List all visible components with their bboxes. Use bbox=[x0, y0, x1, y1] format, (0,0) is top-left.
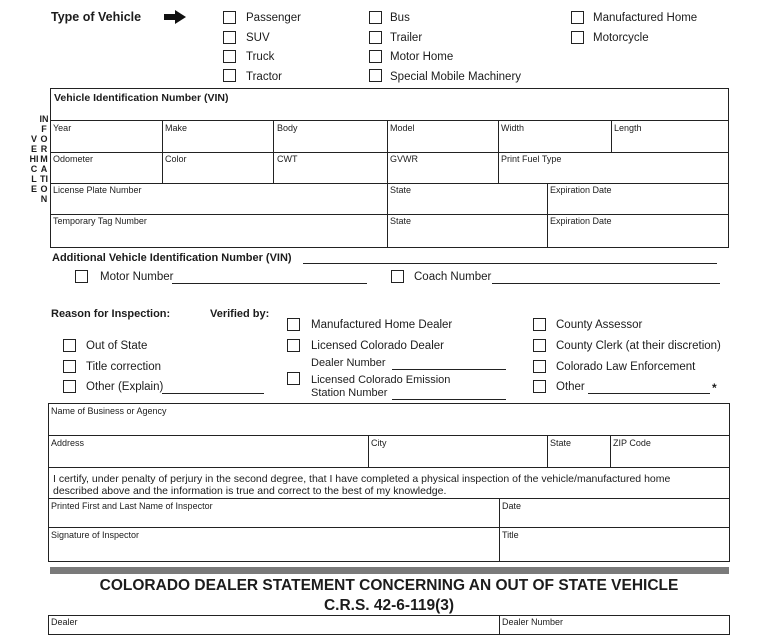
field-state[interactable]: State bbox=[550, 438, 572, 448]
checkbox-bus[interactable] bbox=[369, 11, 382, 24]
additional-vin-line[interactable] bbox=[303, 263, 717, 264]
option-passenger: Passenger bbox=[246, 12, 301, 24]
reason-label: Reason for Inspection: bbox=[51, 308, 171, 320]
reason-out-of-state: Out of State bbox=[86, 340, 148, 352]
station-number-label: Station Number bbox=[311, 387, 388, 399]
verifier-emission-station: Licensed Colorado Emission bbox=[311, 374, 451, 386]
field-model[interactable]: Model bbox=[390, 123, 415, 133]
field-zip[interactable]: ZIP Code bbox=[613, 438, 651, 448]
checkbox-trailer[interactable] bbox=[369, 31, 382, 44]
field-dealer-number[interactable]: Dealer Number bbox=[502, 617, 564, 627]
field-inspector-name[interactable]: Printed First and Last Name of Inspector bbox=[51, 501, 213, 511]
field-temp-expiration[interactable]: Expiration Date bbox=[550, 216, 612, 226]
checkbox-manufactured-home[interactable] bbox=[571, 11, 584, 24]
checkbox-special-mobile-machinery[interactable] bbox=[369, 69, 382, 82]
station-number-line[interactable] bbox=[392, 399, 506, 400]
reason-other-explain: Other (Explain) bbox=[86, 381, 164, 393]
checkbox-motorcycle[interactable] bbox=[571, 31, 584, 44]
dealer-statement-heading: COLORADO DEALER STATEMENT CONCERNING AN OUT OF STATE VEHICLE bbox=[99, 577, 679, 594]
vehicle-type-label: Type of Vehicle bbox=[51, 10, 142, 24]
field-length[interactable]: Length bbox=[614, 123, 642, 133]
checkbox-other-verifier[interactable] bbox=[533, 380, 546, 393]
dealer-table bbox=[48, 615, 730, 635]
option-truck: Truck bbox=[246, 51, 275, 63]
checkbox-emission-station[interactable] bbox=[287, 372, 300, 385]
certification-statement-line1: I certify, under penalty of perjury in the second degree, that I have completed a physical inspection of the vehicle/manufactured home bbox=[53, 473, 671, 485]
dealer-number-line[interactable] bbox=[392, 369, 506, 370]
verifier-other: Other bbox=[556, 381, 585, 393]
field-business-name[interactable]: Name of Business or Agency bbox=[51, 406, 167, 416]
field-signature[interactable]: Signature of Inspector bbox=[51, 530, 140, 540]
checkbox-county-clerk[interactable] bbox=[533, 339, 546, 352]
checkbox-licensed-colorado-dealer[interactable] bbox=[287, 339, 300, 352]
field-title[interactable]: Title bbox=[502, 530, 519, 540]
checkbox-motor-home[interactable] bbox=[369, 50, 382, 63]
field-date[interactable]: Date bbox=[502, 501, 522, 511]
verifier-county-assessor: County Assessor bbox=[556, 319, 643, 331]
verified-label: Verified by: bbox=[210, 308, 270, 320]
field-gvwr[interactable]: GVWR bbox=[390, 154, 418, 164]
asterisk: * bbox=[712, 381, 717, 395]
vin-input[interactable] bbox=[52, 105, 728, 120]
motor-number-line[interactable] bbox=[172, 283, 367, 284]
field-year[interactable]: Year bbox=[53, 123, 72, 133]
checkbox-tractor[interactable] bbox=[223, 69, 236, 82]
verifier-law-enforcement: Colorado Law Enforcement bbox=[556, 361, 696, 373]
option-motorcycle: Motorcycle bbox=[593, 32, 649, 44]
field-temp-state[interactable]: State bbox=[390, 216, 412, 226]
checkbox-passenger[interactable] bbox=[223, 11, 236, 24]
field-temp-tag[interactable]: Temporary Tag Number bbox=[53, 216, 147, 226]
side-label-information: INFORMATION bbox=[39, 114, 49, 204]
option-bus: Bus bbox=[390, 12, 410, 24]
field-odometer[interactable]: Odometer bbox=[53, 154, 94, 164]
checkbox-coach-number[interactable] bbox=[391, 270, 404, 283]
field-width[interactable]: Width bbox=[501, 123, 525, 133]
field-make[interactable]: Make bbox=[165, 123, 188, 133]
verifier-manufactured-home-dealer: Manufactured Home Dealer bbox=[311, 319, 453, 331]
option-tractor: Tractor bbox=[246, 71, 282, 83]
option-suv: SUV bbox=[246, 32, 270, 44]
checkbox-suv[interactable] bbox=[223, 31, 236, 44]
option-motor-home: Motor Home bbox=[390, 51, 454, 63]
additional-vin-label: Additional Vehicle Identification Number (VIN) bbox=[52, 252, 292, 264]
field-plate-expiration[interactable]: Expiration Date bbox=[550, 185, 612, 195]
field-color[interactable]: Color bbox=[165, 154, 187, 164]
certification-statement-line2: described above and the information is true and correct to the best of my knowledge. bbox=[53, 485, 447, 497]
field-city[interactable]: City bbox=[371, 438, 387, 448]
motor-number-label: Motor Number bbox=[100, 271, 174, 283]
dealer-statement-statute: C.R.S. 42-6-119(3) bbox=[323, 597, 455, 614]
field-plate-state[interactable]: State bbox=[390, 185, 412, 195]
option-special-mobile-machinery: Special Mobile Machinery bbox=[390, 71, 522, 83]
field-address[interactable]: Address bbox=[51, 438, 85, 448]
other-verifier-line[interactable] bbox=[588, 393, 710, 394]
field-body[interactable]: Body bbox=[277, 123, 298, 133]
field-cwt[interactable]: CWT bbox=[277, 154, 298, 164]
option-manufactured-home: Manufactured Home bbox=[593, 12, 698, 24]
section-divider bbox=[50, 567, 729, 574]
field-dealer[interactable]: Dealer bbox=[51, 617, 78, 627]
checkbox-other-explain[interactable] bbox=[63, 380, 76, 393]
field-fuel-type[interactable]: Print Fuel Type bbox=[501, 154, 562, 164]
verifier-county-clerk: County Clerk (at their discretion) bbox=[556, 340, 721, 352]
checkbox-title-correction[interactable] bbox=[63, 360, 76, 373]
checkbox-truck[interactable] bbox=[223, 50, 236, 63]
coach-number-line[interactable] bbox=[492, 283, 720, 284]
checkbox-out-of-state[interactable] bbox=[63, 339, 76, 352]
reason-title-correction: Title correction bbox=[86, 361, 161, 373]
side-label-vehicle: VEHICLE bbox=[29, 134, 39, 194]
coach-number-label: Coach Number bbox=[414, 271, 492, 283]
checkbox-manufactured-home-dealer[interactable] bbox=[287, 318, 300, 331]
verifier-licensed-colorado-dealer: Licensed Colorado Dealer bbox=[311, 340, 444, 352]
vin-label: Vehicle Identification Number (VIN) bbox=[54, 92, 229, 104]
arrow-right-icon bbox=[163, 10, 187, 24]
dealer-number-label: Dealer Number bbox=[311, 357, 386, 369]
option-trailer: Trailer bbox=[390, 32, 423, 44]
checkbox-law-enforcement[interactable] bbox=[533, 360, 546, 373]
other-explain-line[interactable] bbox=[162, 393, 264, 394]
field-license-plate[interactable]: License Plate Number bbox=[53, 185, 142, 195]
checkbox-county-assessor[interactable] bbox=[533, 318, 546, 331]
checkbox-motor-number[interactable] bbox=[75, 270, 88, 283]
